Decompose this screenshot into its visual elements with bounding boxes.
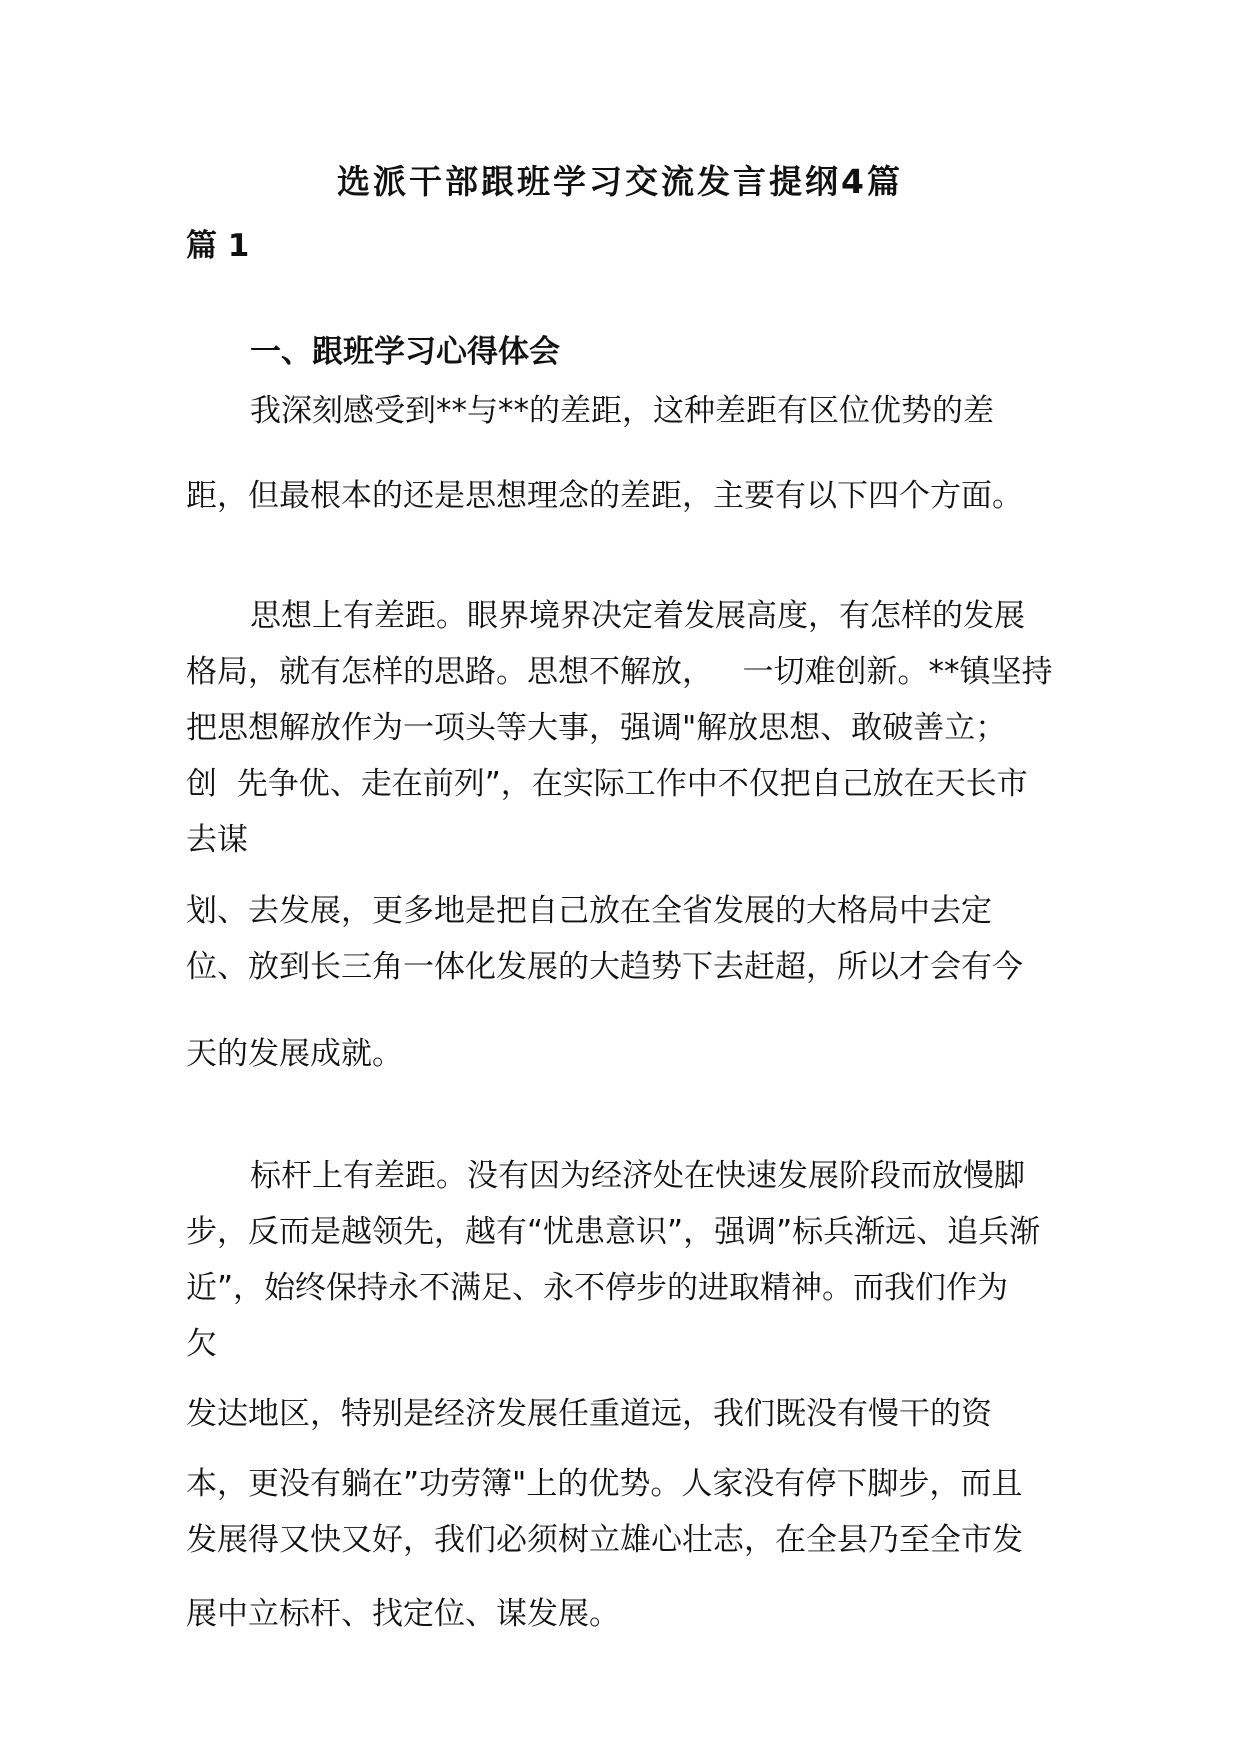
body-line: 欠 [186,1326,217,1362]
body-line: 划、去发展，更多地是把自己放在全省发展的大格局中去定 [186,893,992,929]
body-line: 发达地区，特别是经济发展任重道远，我们既没有慢干的资 [186,1396,992,1432]
body-line: 步，反而是越领先，越有“忧患意识”，强调”标兵渐远、追兵渐 [186,1214,1041,1250]
body-line: 展中立标杆、找定位、谋发展。 [186,1596,620,1632]
body-line: 思想上有差距。眼界境界决定着发展高度，有怎样的发展 [250,598,1025,634]
document-title: 选派干部跟班学习交流发言提纲4篇 [337,162,903,201]
body-line: 位、放到长三角一体化发展的大趋势下去赶超，所以才会有今 [186,949,1023,985]
body-line: 天的发展成就。 [186,1036,403,1072]
body-line: 格局，就有怎样的思路。思想不解放， 一切难创新。**镇坚持 [186,654,1053,690]
body-line: 本，更没有躺在”功劳簿"上的优势。人家没有停下脚步，而且 [186,1466,1023,1502]
body-line: 我深刻感受到**与**的差距，这种差距有区位优势的差 [250,393,994,429]
body-line: 去谋 [186,822,248,858]
body-line: 距，但最根本的还是思想理念的差距，主要有以下四个方面。 [186,478,1023,514]
body-line: 创 先争优、走在前列”，在实际工作中不仅把自己放在天长市 [186,766,1028,802]
section-heading: 一、跟班学习心得体会 [250,334,560,370]
body-line: 发展得又快又好，我们必须树立雄心壮志，在全县乃至全市发 [186,1522,1023,1558]
body-line: 把思想解放作为一项头等大事，强调"解放思想、敢破善立； [186,710,1007,746]
part-label: 篇 1 [186,228,250,264]
body-line: 近”，始终保持永不满足、永不停步的进取精神。而我们作为 [186,1270,1009,1306]
body-line: 标杆上有差距。没有因为经济处在快速发展阶段而放慢脚 [250,1158,1025,1194]
